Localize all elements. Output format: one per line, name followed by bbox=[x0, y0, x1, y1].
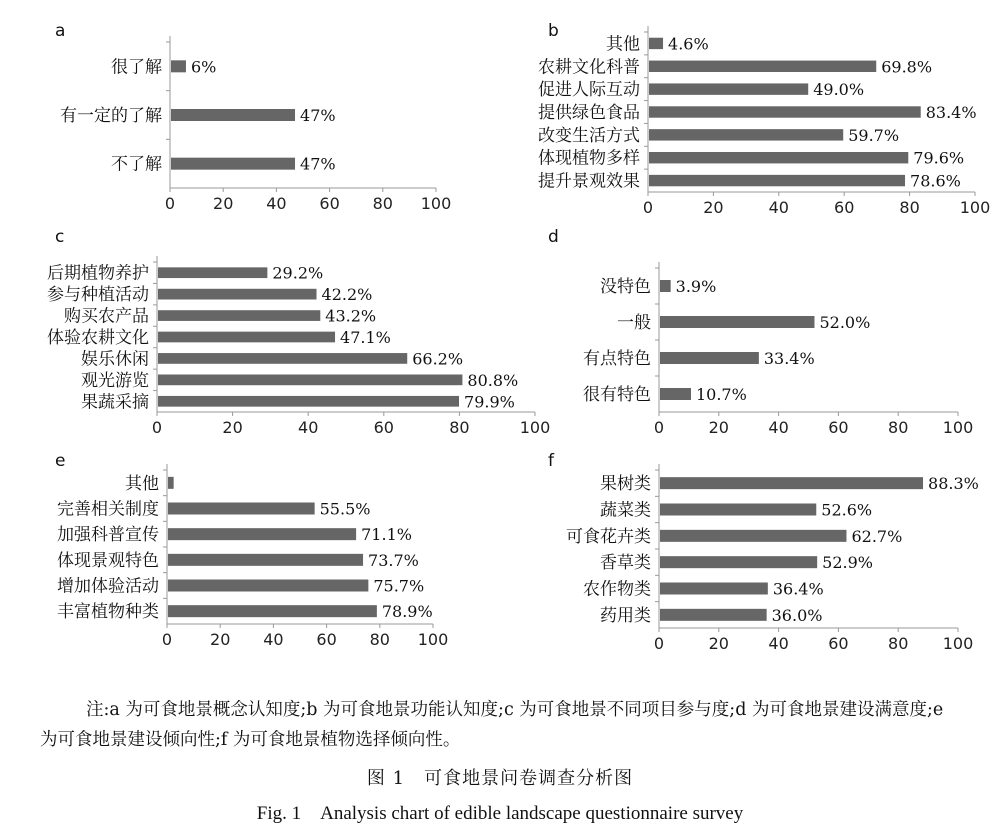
x-tick-label-e: 100 bbox=[417, 630, 449, 649]
bar-a bbox=[171, 109, 295, 121]
x-tick-label-d: 60 bbox=[828, 418, 849, 437]
value-label-e: 55.5% bbox=[319, 499, 371, 519]
x-tick-label-e: 0 bbox=[161, 630, 173, 649]
x-tick-label-b: 40 bbox=[768, 198, 789, 217]
category-label-d: 一般 bbox=[617, 313, 651, 333]
category-label-f: 香草类 bbox=[600, 553, 651, 574]
value-label-f: 88.3% bbox=[928, 474, 979, 494]
bar-e bbox=[168, 554, 363, 566]
category-label-f: 果树类 bbox=[600, 474, 651, 495]
value-label-b: 49.0% bbox=[813, 80, 865, 100]
value-label-f: 52.6% bbox=[821, 500, 873, 520]
value-label-c: 43.2% bbox=[325, 306, 377, 326]
x-tick-label-b: 100 bbox=[959, 198, 991, 217]
category-label-e: 体现景观特色 bbox=[57, 550, 159, 571]
bar-e bbox=[168, 477, 174, 489]
bar-b bbox=[649, 129, 843, 140]
value-label-f: 36.0% bbox=[771, 605, 823, 625]
x-tick-label-f: 80 bbox=[888, 634, 909, 653]
bar-e bbox=[168, 605, 377, 617]
value-label-d: 3.9% bbox=[675, 277, 717, 296]
x-tick-label-a: 60 bbox=[319, 194, 340, 213]
category-label-a: 有一定的了解 bbox=[60, 106, 162, 126]
x-tick-label-c: 20 bbox=[222, 418, 243, 437]
value-label-d: 33.4% bbox=[763, 349, 815, 368]
value-label-c: 29.2% bbox=[272, 263, 324, 283]
x-tick-label-d: 0 bbox=[653, 418, 665, 437]
category-label-f: 可食花卉类 bbox=[566, 526, 651, 547]
bar-a bbox=[171, 158, 295, 170]
bar-d bbox=[660, 352, 759, 364]
bar-e bbox=[168, 503, 315, 515]
value-label-e: 75.7% bbox=[373, 576, 425, 596]
x-tick-label-a: 40 bbox=[266, 194, 287, 213]
x-tick-label-d: 20 bbox=[708, 418, 729, 437]
panel-label-e: e bbox=[55, 451, 66, 471]
panel-label-f: f bbox=[548, 451, 554, 471]
x-tick-label-b: 60 bbox=[834, 198, 855, 217]
value-label-b: 4.6% bbox=[668, 34, 709, 54]
bar-b bbox=[649, 38, 663, 49]
bar-e bbox=[168, 580, 368, 592]
bar-b bbox=[649, 106, 921, 117]
value-label-f: 62.7% bbox=[851, 526, 903, 546]
figure-title-cn: 图 1 可食地景问卷调查分析图 bbox=[366, 768, 634, 789]
bar-a bbox=[171, 60, 186, 72]
category-label-c: 观光游览 bbox=[81, 370, 149, 391]
bar-f bbox=[660, 609, 767, 621]
panel-label-b: b bbox=[548, 21, 559, 41]
category-label-b: 提升景观效果 bbox=[538, 171, 640, 192]
value-label-c: 47.1% bbox=[340, 328, 391, 347]
value-label-b: 59.7% bbox=[848, 125, 900, 145]
value-label-e: 73.7% bbox=[368, 550, 419, 570]
value-label-f: 36.4% bbox=[772, 579, 824, 599]
bar-f bbox=[660, 556, 817, 568]
value-label-a: 47% bbox=[300, 154, 336, 174]
x-tick-label-c: 100 bbox=[519, 418, 551, 437]
category-label-d: 没特色 bbox=[600, 277, 651, 297]
value-label-d: 52.0% bbox=[819, 313, 871, 332]
value-label-c: 79.9% bbox=[464, 392, 515, 412]
x-tick-label-d: 80 bbox=[888, 418, 909, 437]
bar-f bbox=[660, 583, 768, 595]
x-tick-label-a: 20 bbox=[213, 194, 234, 213]
value-label-b: 83.4% bbox=[925, 103, 977, 122]
value-label-c: 66.2% bbox=[412, 349, 464, 369]
figure-note: 注:a 为可食地景概念认知度;b 为可食地景功能认知度;c 为可食地景不同项目参与度;d 为可食地景建设满意度;e 为可食地景建设倾向性;f 为可食地景植物选择倾向性。 bbox=[40, 700, 944, 750]
bar-f bbox=[660, 477, 923, 489]
value-label-e: 78.9% bbox=[381, 602, 433, 622]
category-label-f: 药用类 bbox=[600, 605, 651, 626]
bar-d bbox=[660, 316, 814, 328]
value-label-c: 80.8% bbox=[467, 370, 519, 390]
category-label-a: 很了解 bbox=[111, 57, 162, 78]
x-tick-label-f: 0 bbox=[653, 634, 665, 653]
category-label-f: 农作物类 bbox=[583, 579, 651, 600]
category-label-a: 不了解 bbox=[111, 154, 162, 175]
bar-c bbox=[158, 396, 459, 407]
value-label-b: 79.6% bbox=[913, 148, 965, 168]
bar-c bbox=[158, 332, 335, 343]
x-tick-label-c: 60 bbox=[373, 418, 394, 437]
bar-f bbox=[660, 504, 816, 516]
x-tick-label-f: 40 bbox=[768, 634, 789, 653]
category-label-b: 促进人际互动 bbox=[538, 80, 640, 101]
x-tick-label-c: 80 bbox=[449, 418, 470, 437]
category-label-b: 改变生活方式 bbox=[538, 125, 640, 146]
x-tick-label-e: 40 bbox=[263, 630, 284, 649]
x-tick-label-b: 80 bbox=[899, 198, 920, 217]
category-label-e: 完善相关制度 bbox=[57, 499, 159, 520]
bar-c bbox=[158, 375, 462, 386]
category-label-e: 其他 bbox=[125, 473, 159, 494]
x-tick-label-d: 100 bbox=[942, 418, 974, 437]
category-label-d: 有点特色 bbox=[583, 349, 651, 369]
x-tick-label-b: 20 bbox=[703, 198, 724, 217]
bar-b bbox=[649, 175, 905, 186]
category-label-c: 后期植物养护 bbox=[47, 263, 149, 284]
category-label-c: 购买农产品 bbox=[64, 306, 149, 327]
figure-title-en: Fig. 1 Analysis chart of edible landscape questionnaire survey bbox=[256, 803, 744, 824]
value-label-a: 47% bbox=[300, 106, 336, 125]
value-label-b: 78.6% bbox=[910, 171, 961, 191]
category-label-b: 农耕文化科普 bbox=[538, 57, 640, 78]
category-label-d: 很有特色 bbox=[583, 385, 651, 405]
category-label-c: 参与种植活动 bbox=[47, 285, 149, 306]
bar-b bbox=[649, 83, 808, 94]
x-tick-label-f: 100 bbox=[942, 634, 974, 653]
value-label-c: 42.2% bbox=[321, 285, 373, 305]
bar-c bbox=[158, 267, 267, 278]
category-label-b: 提供绿色食品 bbox=[538, 103, 640, 123]
x-tick-label-f: 20 bbox=[708, 634, 729, 653]
bar-c bbox=[158, 353, 407, 364]
category-label-e: 加强科普宣传 bbox=[57, 525, 159, 546]
x-tick-label-c: 0 bbox=[151, 418, 163, 437]
value-label-b: 69.8% bbox=[881, 57, 933, 77]
bar-d bbox=[660, 280, 671, 292]
x-tick-label-e: 20 bbox=[210, 630, 231, 649]
value-label-a: 6% bbox=[190, 57, 217, 77]
bar-b bbox=[649, 61, 876, 72]
panel-label-d: d bbox=[548, 227, 559, 247]
x-tick-label-e: 80 bbox=[369, 630, 390, 649]
x-tick-label-d: 40 bbox=[768, 418, 789, 437]
x-tick-label-a: 80 bbox=[372, 194, 393, 213]
bar-c bbox=[158, 310, 320, 321]
x-tick-label-c: 40 bbox=[298, 418, 319, 437]
category-label-e: 丰富植物种类 bbox=[57, 602, 159, 623]
value-label-d: 10.7% bbox=[695, 385, 747, 404]
bar-f bbox=[660, 530, 846, 542]
category-label-f: 蔬菜类 bbox=[600, 500, 651, 521]
category-label-c: 果蔬采摘 bbox=[81, 392, 149, 413]
x-tick-label-a: 0 bbox=[164, 194, 176, 213]
value-label-f: 52.9% bbox=[822, 553, 873, 573]
category-label-b: 其他 bbox=[606, 34, 640, 55]
bar-d bbox=[660, 388, 691, 400]
x-tick-label-f: 60 bbox=[828, 634, 849, 653]
panel-label-a: a bbox=[55, 21, 66, 41]
panel-label-c: c bbox=[55, 227, 65, 247]
bar-c bbox=[158, 289, 317, 300]
x-tick-label-e: 60 bbox=[316, 630, 337, 649]
value-label-e: 71.1% bbox=[361, 525, 412, 545]
x-tick-label-b: 0 bbox=[642, 198, 654, 217]
category-label-b: 体现植物多样 bbox=[538, 148, 640, 169]
x-tick-label-a: 100 bbox=[420, 194, 452, 213]
category-label-c: 体验农耕文化 bbox=[47, 328, 149, 348]
bar-e bbox=[168, 528, 356, 540]
category-label-e: 增加体验活动 bbox=[57, 576, 159, 597]
category-label-c: 娱乐休闲 bbox=[81, 349, 149, 370]
bar-b bbox=[649, 152, 908, 163]
